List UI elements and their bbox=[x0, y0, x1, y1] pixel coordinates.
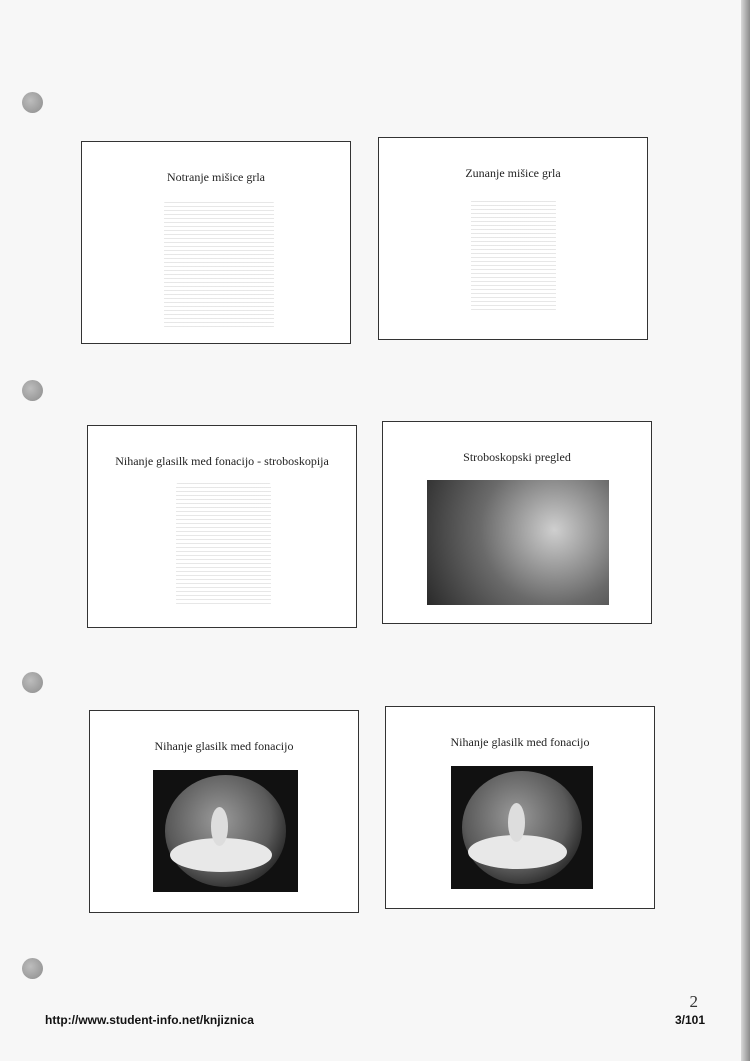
slide-title: Nihanje glasilk med fonacijo - stroboskopija bbox=[115, 454, 329, 468]
vocal-cords-image bbox=[153, 770, 298, 892]
slide-2 bbox=[378, 137, 648, 340]
slide-1 bbox=[81, 141, 351, 344]
examination-photo bbox=[427, 480, 609, 605]
vocal-cords-image bbox=[451, 766, 593, 889]
neck-muscle-diagram bbox=[471, 198, 556, 313]
slide-5 bbox=[89, 710, 359, 913]
slide-title: Stroboskopski pregled bbox=[463, 450, 571, 464]
footer-page-count: 3/101 bbox=[674, 1013, 705, 1027]
slide-title: Nihanje glasilk med fonacijo bbox=[154, 739, 294, 753]
stroboscopy-diagram bbox=[176, 482, 271, 607]
larynx-muscle-diagram bbox=[164, 200, 274, 330]
slide-4 bbox=[382, 421, 652, 624]
slide-3 bbox=[87, 425, 357, 628]
punch-hole bbox=[22, 672, 43, 693]
scan-edge bbox=[741, 0, 750, 1061]
slide-title: Notranje mišice grla bbox=[167, 170, 265, 184]
punch-hole bbox=[22, 380, 43, 401]
page-number: 2 bbox=[689, 992, 698, 1011]
punch-hole bbox=[22, 958, 43, 979]
slide-title: Zunanje mišice grla bbox=[465, 166, 561, 180]
slide-title: Nihanje glasilk med fonacijo bbox=[450, 735, 590, 749]
footer-url: http://www.student-info.net/knjiznica bbox=[45, 1013, 254, 1027]
slide-6 bbox=[385, 706, 655, 909]
punch-hole bbox=[22, 92, 43, 113]
